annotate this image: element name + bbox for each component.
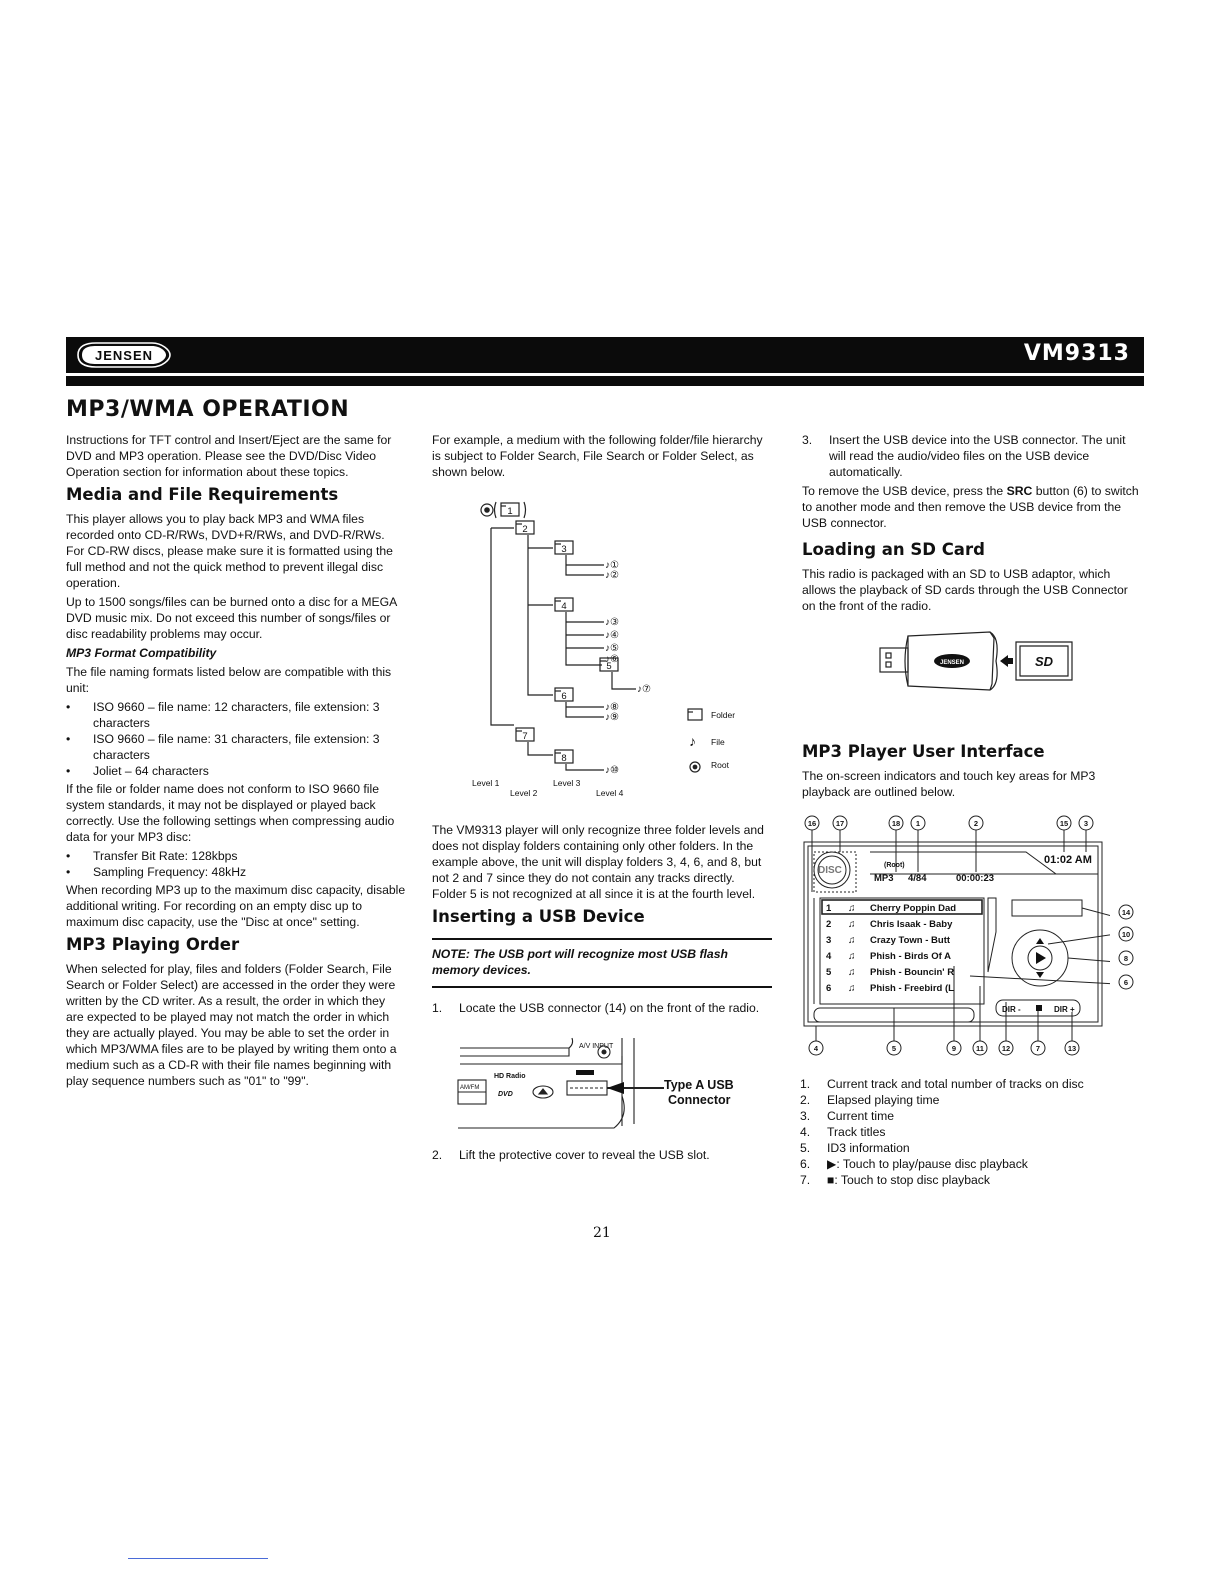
callout-number: 17	[835, 819, 845, 828]
remove-paragraph	[802, 483, 1142, 531]
column-3-ui	[802, 737, 1142, 803]
remove-text: To remove the USB device, press the	[802, 484, 1007, 498]
dir-plus-button: DIR +	[1054, 1005, 1075, 1014]
step-text: Locate the USB connector (14) on the front of the radio.	[459, 1001, 760, 1015]
svg-text:♫: ♫	[848, 983, 856, 994]
mp3-player-interface-diagram	[800, 812, 1110, 1064]
svg-text:♪⑦: ♪⑦	[637, 684, 651, 695]
list-item: • Sampling Frequency: 48kHz	[66, 864, 406, 880]
callout-number: 10	[1121, 930, 1131, 939]
svg-text:♪⑤: ♪⑤	[605, 643, 619, 654]
header-rule	[66, 376, 1144, 386]
ui-paragraph: The on-screen indicators and touch key areas for MP3 playback are outlined below.	[802, 769, 1096, 799]
callout-number: 2	[973, 819, 979, 828]
column-3	[802, 432, 1142, 617]
step-number: 2.	[432, 1148, 443, 1162]
sd-paragraph: This radio is packaged with an SD to USB adaptor, which allows the playback of SD cards through the USB Connector on the front of the radio.	[802, 567, 1128, 613]
callout-number: 7	[1035, 1044, 1041, 1053]
track-title: Phish - Bouncin' R	[870, 967, 955, 978]
item-number: 1.	[800, 1077, 811, 1091]
step-number: 1.	[432, 1001, 443, 1015]
right-callouts	[1110, 904, 1140, 994]
step-text: Lift the protective cover to reveal the USB slot.	[459, 1148, 710, 1162]
svg-text:♪: ♪	[689, 733, 696, 749]
folder-label: 1	[507, 506, 513, 517]
file-label: ①	[610, 560, 619, 571]
item-number: 2.	[800, 1093, 811, 1107]
am-fm-label: AM/FM	[460, 1085, 480, 1091]
radio-label: HD Radio	[494, 1073, 526, 1080]
media-paragraph-2: Up to 1500 songs/files can be burned onto a disc for a MEGA DVD music mix. Do not exceed this number of songs/files or disc readability problems may occur.	[66, 595, 397, 641]
usb-steps	[432, 1000, 772, 1016]
svg-text:♪⑧: ♪⑧	[605, 702, 619, 713]
callout-number: 1	[915, 819, 921, 828]
clock: 01:02 AM	[1044, 854, 1092, 866]
file-label: ⑧	[610, 702, 619, 713]
usb-label-line2: Connector	[668, 1093, 731, 1107]
track-number: 2	[826, 919, 832, 930]
level-label: Level 1	[472, 778, 500, 788]
file-label: ⑩	[610, 765, 619, 776]
media-paragraph-1: This player allows you to play back MP3 and WMA files recorded onto CD-R/RWs, DVD+R/RWs, and DVD-R/RWs. For CD-RW discs, please make sure it is formatted using the full method and not the quick method to prevent illegal disc operation.	[66, 512, 393, 590]
callout-number: 18	[891, 819, 901, 828]
track-number: 6	[826, 983, 832, 994]
callout-number: 4	[813, 1044, 819, 1053]
callout-number: 15	[1059, 819, 1069, 828]
folder-label: 8	[561, 753, 567, 764]
media-heading: Media and File Requirements	[66, 485, 339, 504]
sd-card-logo: SD	[1034, 654, 1054, 669]
folder-label: 6	[561, 691, 567, 702]
svg-text:♪③: ♪③	[605, 617, 619, 628]
callout-number: 14	[1121, 908, 1131, 917]
level-label: Level 4	[596, 788, 624, 798]
remove-text: button (6) to switch to another mode and then remove the USB device from the USB connector.	[802, 484, 1139, 530]
track-number: 5	[826, 967, 832, 978]
folder-label: 2	[522, 524, 528, 535]
callout-number: 13	[1067, 1044, 1077, 1053]
list-item	[800, 1140, 1140, 1156]
item-number: 5.	[800, 1141, 811, 1155]
sd-heading: Loading an SD Card	[802, 540, 985, 559]
callout-number: 9	[951, 1044, 957, 1053]
callout-number: 16	[807, 819, 817, 828]
file-label: ④	[610, 630, 619, 641]
folder-label: 5	[606, 661, 612, 672]
item-text: Current track and total number of tracks on disc	[827, 1077, 1084, 1091]
column-2-step2	[432, 1147, 772, 1163]
usb-connector-figure	[454, 1036, 754, 1144]
legend-root: Root	[711, 760, 729, 770]
header-bar	[66, 337, 1144, 373]
list-item	[800, 1076, 1140, 1092]
callout-number: 8	[1123, 954, 1129, 963]
svg-text:♪⑨: ♪⑨	[605, 712, 619, 723]
track-number: 4	[826, 951, 832, 962]
item-text: Elapsed playing time	[827, 1093, 940, 1107]
folder-label: 3	[561, 544, 567, 555]
mode-label: MP3	[874, 873, 894, 884]
track-number: 3	[826, 935, 832, 946]
track-number: 1	[826, 903, 832, 914]
compat-heading: MP3 Format Compatibility	[66, 646, 217, 660]
settings-list	[66, 848, 406, 880]
track-title: Chris Isaak - Baby	[870, 919, 953, 930]
svg-text:♫: ♫	[848, 951, 856, 962]
file-label: ②	[610, 570, 619, 581]
ui-heading: MP3 Player User Interface	[802, 742, 1045, 761]
compat-paragraph: The file naming formats listed below are compatible with this unit:	[66, 665, 392, 695]
item-number: 6.	[800, 1157, 811, 1171]
page-title: MP3/WMA OPERATION	[66, 397, 350, 422]
svg-text:♪②: ♪②	[605, 570, 619, 581]
av-input-label: A/V INPUT	[579, 1043, 614, 1050]
list-item: • Transfer Bit Rate: 128kbps	[66, 848, 406, 864]
list-item	[800, 1124, 1140, 1140]
svg-text:♫: ♫	[848, 967, 856, 978]
level-label: Level 2	[510, 788, 538, 798]
folder-label: 7	[522, 731, 528, 742]
brand-text: JENSEN	[94, 348, 154, 363]
svg-text:♪④: ♪④	[605, 630, 619, 641]
model-number: VM9313	[1023, 341, 1130, 366]
iso-paragraph: If the file or folder name does not conform to ISO 9660 file system standards, it may not be displayed or played back correctly. Use the following settings when compressing audio data for your MP3 disc:	[66, 782, 395, 844]
track-title: Cherry Poppin Dad	[870, 903, 957, 914]
legend-list	[800, 1076, 1140, 1188]
callout-number: 12	[1001, 1044, 1011, 1053]
ui-legend	[800, 1076, 1140, 1188]
item-text: ID3 information	[827, 1141, 910, 1155]
list-item	[800, 1108, 1140, 1124]
file-label: ⑤	[610, 643, 619, 654]
file-label: ⑨	[610, 712, 619, 723]
svg-text:♫: ♫	[848, 903, 856, 914]
list-item: • ISO 9660 – file name: 12 characters, file extension: 3 characters	[66, 699, 406, 731]
src-key: SRC	[1006, 484, 1033, 498]
list-item	[802, 432, 1142, 480]
list-item	[800, 1092, 1140, 1108]
item-number: 3.	[800, 1109, 811, 1123]
item-text: ■: Touch to stop disc playback	[827, 1173, 990, 1187]
callout-number: 3	[1083, 819, 1089, 828]
track-count: 4/84	[908, 873, 927, 884]
svg-text:♫: ♫	[848, 935, 856, 946]
list-item: • ISO 9660 – file name: 31 characters, file extension: 3 characters	[66, 731, 406, 763]
callout-number: 5	[891, 1044, 897, 1053]
adaptor-brand: JENSEN	[939, 660, 965, 666]
folder-tree-diagram	[466, 495, 756, 805]
sd-adaptor-figure	[876, 628, 1076, 694]
root-label: (Root)	[884, 862, 905, 869]
order-paragraph: When selected for play, files and folders (Folder Search, File Search or Folder Select) are accessed in the order they were written by the CD writer. As a result, the order in which they are expected to be played may not match the order in which they are actually played. You may be able to set the order in which MP3/WMA files are to be played by writing them onto a medium such as a CD-R with their file names beginning with play sequence numbers such as "01" to "99".	[66, 962, 397, 1088]
svg-text:♪①: ♪①	[605, 560, 619, 571]
step-text: Insert the USB device into the USB connector. The unit will read the audio/video files on the USB device automatically.	[829, 433, 1126, 479]
svg-text:♪⑥: ♪⑥	[605, 654, 619, 665]
level-label: Level 3	[553, 778, 581, 788]
callout-number: 6	[1123, 978, 1129, 987]
item-text: Current time	[827, 1109, 895, 1123]
svg-text:♫: ♫	[848, 919, 856, 930]
item-text: Track titles	[827, 1125, 886, 1139]
track-title: Phish - Birds Of A	[870, 951, 951, 962]
levels-paragraph: The VM9313 player will only recognize three folder levels and does not display folders containing only other folders. In the example above, the unit will display folders 3, 4, 6, and 8, but not 2 and 7 since they do not contain any tracks directly. Folder 5 is not recognized at all since it is at the fourth level.	[432, 823, 764, 901]
folder-label: 4	[561, 601, 567, 612]
order-heading: MP3 Playing Order	[66, 935, 240, 954]
list-item	[432, 1000, 772, 1016]
record-paragraph: When recording MP3 up to the maximum disc capacity, disable additional writing. For recording on an empty disc up to maximum disc capacity, use the "Disc at once" setting.	[66, 883, 406, 929]
item-number: 7.	[800, 1173, 811, 1187]
file-label: ③	[610, 617, 619, 628]
usb-note: NOTE: The USB port will recognize most USB flash memory devices.	[432, 938, 772, 988]
jensen-logo	[76, 341, 172, 369]
file-label: ⑦	[642, 684, 651, 695]
page-number: 21	[593, 1225, 611, 1241]
example-paragraph: For example, a medium with the following folder/file hierarchy is subject to Folder Search, File Search or Folder Select, as shown below.	[432, 433, 763, 479]
dir-minus-button: DIR -	[1002, 1005, 1021, 1014]
file-label: ⑥	[610, 654, 619, 665]
track-title: Crazy Town - Butt	[870, 935, 951, 946]
disc-button: DISC	[818, 865, 842, 876]
list-item: • Joliet – 64 characters	[66, 763, 406, 779]
column-2-lower	[432, 822, 772, 1016]
elapsed-time: 00:00:23	[956, 873, 995, 884]
usb-steps-2	[432, 1147, 772, 1163]
list-item	[800, 1172, 1140, 1188]
list-item	[800, 1156, 1140, 1172]
item-text: ▶: Touch to play/pause disc playback	[827, 1157, 1028, 1171]
svg-text:♪⑩: ♪⑩	[605, 765, 619, 776]
legend-file: File	[711, 737, 725, 747]
track-title: Phish - Freebird (L	[870, 983, 954, 994]
usb-label-line1: Type A USB	[664, 1078, 734, 1092]
callout-number: 11	[976, 1044, 984, 1053]
column-2	[432, 432, 772, 483]
column-1	[66, 432, 406, 1092]
step-number: 3.	[802, 433, 813, 447]
usb-steps-3	[802, 432, 1142, 480]
compat-list	[66, 699, 406, 779]
intro-paragraph: Instructions for TFT control and Insert/Eject are the same for DVD and MP3 operation. Please see the DVD/Disc Video Operation section for information about these topics.	[66, 433, 392, 479]
item-number: 4.	[800, 1125, 811, 1139]
dvd-label: DVD	[498, 1091, 513, 1098]
list-item	[432, 1147, 772, 1163]
legend-folder: Folder	[711, 710, 736, 720]
usb-heading: Inserting a USB Device	[432, 907, 645, 926]
bottom-rule	[128, 1558, 268, 1559]
